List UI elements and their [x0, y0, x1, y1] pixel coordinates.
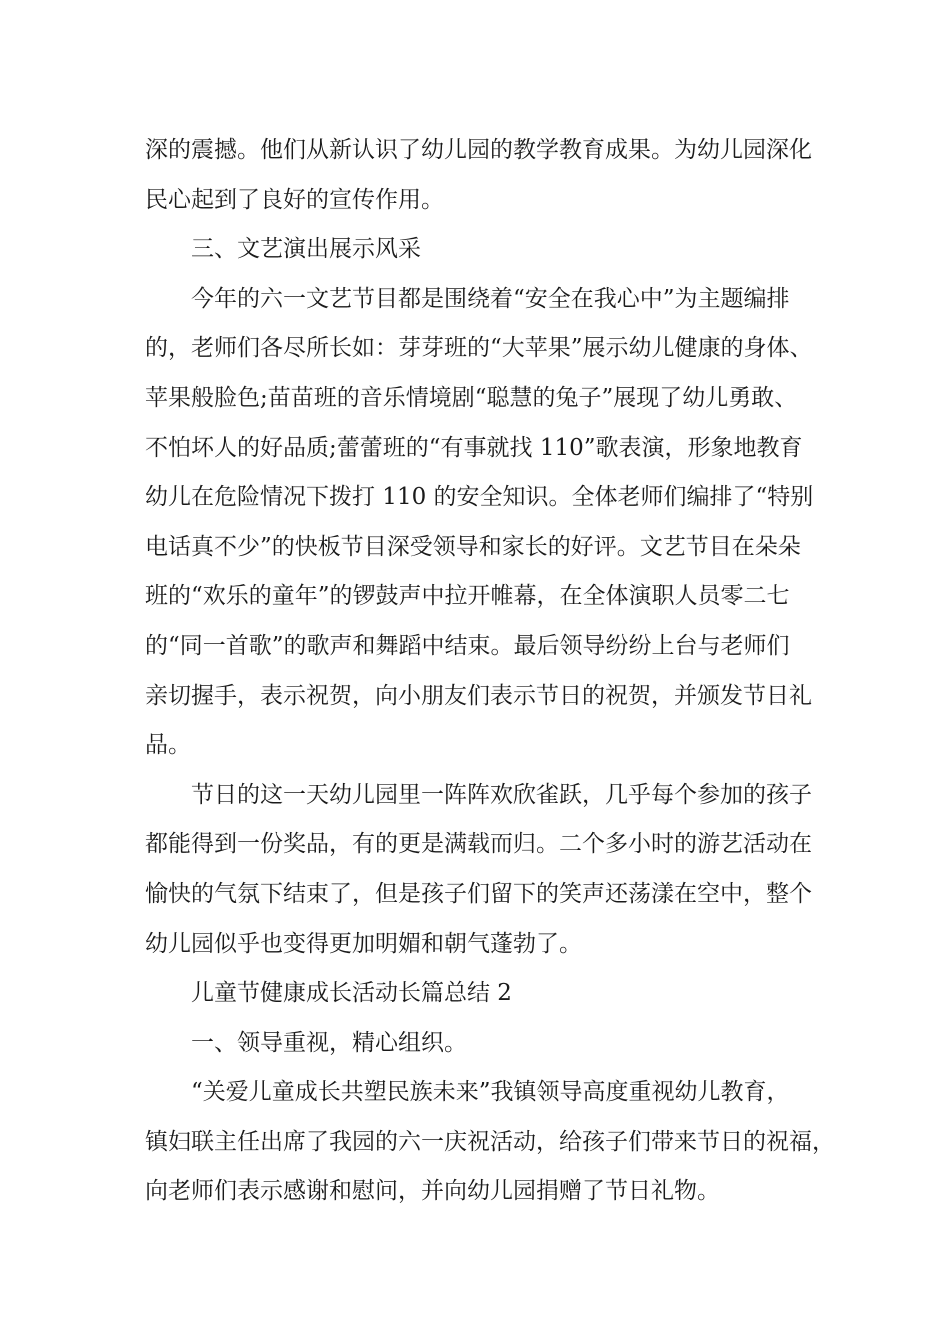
- text-line: 亲切握手，表示祝贺，向小朋友们表示节日的祝贺，并颁发节日礼: [145, 682, 812, 709]
- article-title: 儿童节健康成长活动长篇总结 2: [191, 980, 512, 1007]
- text-line: 今年的六一文艺节目都是围绕着“安全在我心中”为主题编排: [191, 285, 790, 312]
- text-line: 苹果般脸色;苗苗班的音乐情境剧“聪慧的兔子”展现了幼儿勇敢、: [145, 384, 798, 411]
- text-line: 幼儿园似乎也变得更加明媚和朝气蓬勃了。: [145, 930, 582, 957]
- text-line: 深的震撼。他们从新认识了幼儿园的教学教育成果。为幼儿园深化: [145, 137, 812, 163]
- text-line: 民心起到了良好的宣传作用。: [145, 186, 444, 213]
- document-body: [145, 126, 835, 1217]
- text-line: 节日的这一天幼儿园里一阵阵欢欣雀跃，几乎每个参加的孩子: [191, 781, 812, 808]
- text-line: 的，老师们各尽所长如：芽芽班的“大苹果”展示幼儿健康的身体、: [145, 335, 813, 362]
- text-line: 愉快的气氛下结束了，但是孩子们留下的笑声还荡漾在空中，整个: [145, 880, 812, 907]
- text-line: 品。: [145, 732, 191, 759]
- text-line: 幼儿在危险情况下拨打 110 的安全知识。全体老师们编排了“特别: [145, 484, 814, 511]
- text-line: 的“同一首歌”的歌声和舞蹈中结束。最后领导纷纷上台与老师们: [145, 632, 790, 659]
- text-line: “关爱儿童成长共塑民族未来”我镇领导高度重视幼儿教育，: [191, 1079, 790, 1106]
- text-line: 镇妇联主任出席了我园的六一庆祝活动，给孩子们带来节日的祝福，: [145, 1128, 835, 1155]
- text-line: 班的“欢乐的童年”的锣鼓声中拉开帷幕，在全体演职人员零二七: [145, 583, 790, 610]
- text-line: 不怕坏人的好品质;蕾蕾班的“有事就找 110”歌表演，形象地教育: [145, 434, 803, 461]
- text-line: 向老师们表示感谢和慰问，并向幼儿园捐赠了节日礼物。: [145, 1178, 720, 1205]
- text-line: 都能得到一份奖品，有的更是满载而归。二个多小时的游艺活动在: [145, 831, 812, 858]
- section-heading: 一、领导重视，精心组织。: [191, 1029, 467, 1056]
- section-heading: 三、文艺演出展示风采: [191, 236, 421, 263]
- text-line: 电话真不少”的快板节目深受领导和家长的好评。文艺节目在朵朵: [145, 533, 801, 560]
